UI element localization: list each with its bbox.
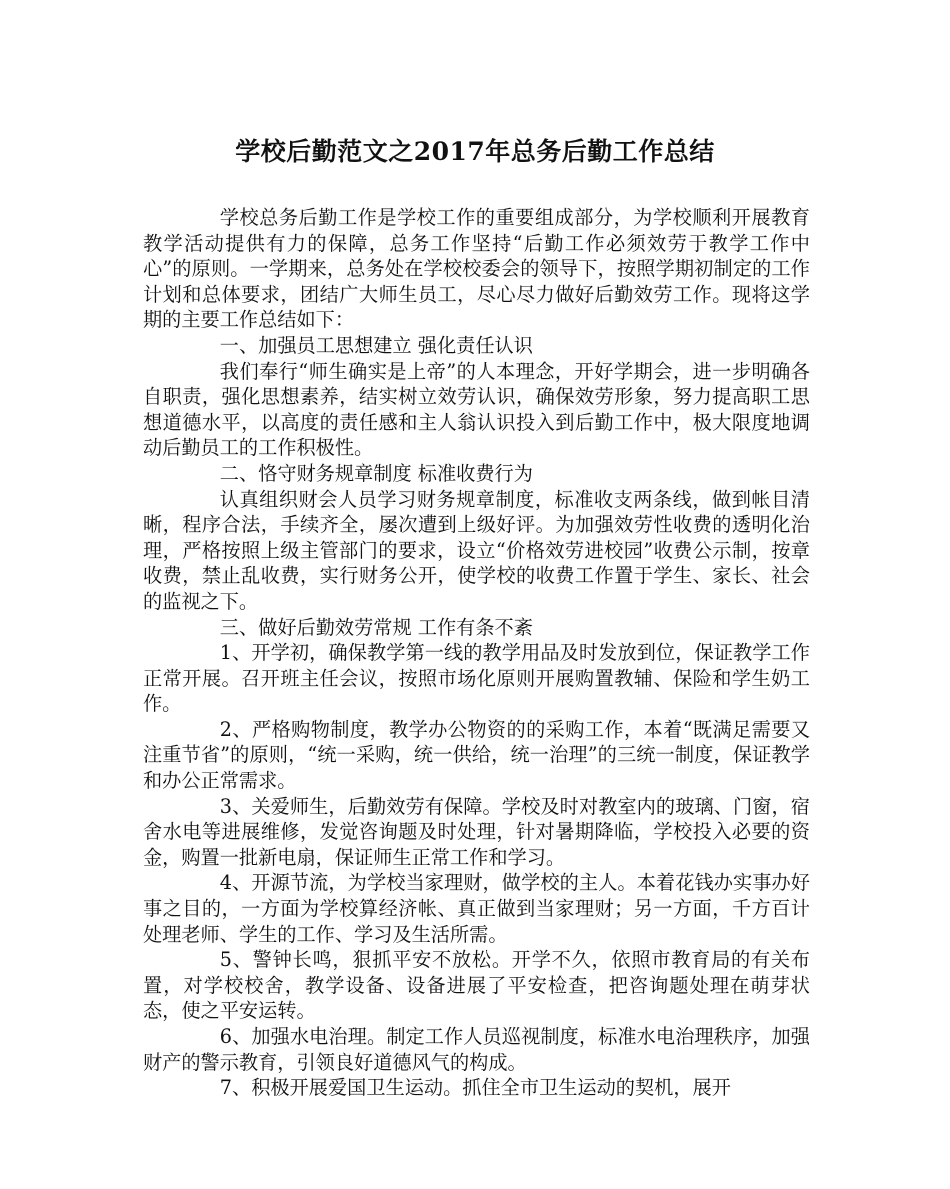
list-item-5: 5、警钟长鸣，狠抓平安不放松。开学不久，依照市教育局的有关布置，对学校校舍，教学设备、设备进展了平安检查，把咨询题处理在萌芽状态，使之平安运转。	[143, 948, 810, 1023]
paragraph-section-1: 我们奉行“师生确实是上帝”的人本理念，开好学期会，进一步明确各自职责，强化思想素养，结实树立效劳认识，确保效劳形象，努力提高职工思想道德水平，以高度的责任感和主人翁认识投入到后勤工作中，极大限度地调动后勤员工的工作积极性。	[143, 359, 810, 460]
list-item-2: 2、严格购物制度，教学办公物资的的采购工作，本着“既满足需要又注重节省”的原则，“统一采购，统一供给，统一治理”的三统一制度，保证教学和办公正常需求。	[143, 717, 810, 793]
list-item-1: 1、开学初，确保教学第一线的教学用品及时发放到位，保证教学工作正常开展。召开班主任会议，按照市场化原则开展购置教辅、保险和学生奶工作。	[143, 641, 810, 716]
list-item-6: 6、加强水电治理。制定工作人员巡视制度，标准水电治理秩序，加强财产的警示教育，引领良好道德风气的构成。	[143, 1025, 810, 1074]
document-body	[143, 205, 810, 1101]
document-title: 学校后勤范文之2017年总务后勤工作总结	[235, 137, 715, 166]
paragraph-section-2: 认真组织财会人员学习财务规章制度，标准收支两条线，做到帐目清晰，程序合法，手续齐全，屡次遭到上级好评。为加强效劳性收费的透明化治理，严格按照上级主管部门的要求，设立“价格效劳进校园”收费公示制，按章收费，禁止乱收费，实行财务公开，使学校的收费工作置于学生、家长、社会的监视之下。	[143, 487, 810, 613]
list-item-4: 4、开源节流，为学校当家理财，做学校的主人。本着花钱办实事办好事之目的，一方面为学校算经济帐、真正做到当家理财；另一方面，千方百计处理老师、学生的工作、学习及生活所需。	[143, 871, 810, 946]
list-item-3: 3、关爱师生，后勤效劳有保障。学校及时对教室内的玻璃、门窗，宿舍水电等进展维修，发觉咨询题及时处理，针对暑期降临，学校投入必要的资金，购置一批新电扇，保证师生正常工作和学习。	[143, 794, 810, 869]
list-item-7: 7、积极开展爱国卫生运动。抓住全市卫生运动的契机，展开	[219, 1076, 731, 1100]
paragraph-intro: 学校总务后勤工作是学校工作的重要组成部分，为学校顺利开展教育教学活动提供有力的保障，总务工作坚持“后勤工作必须效劳于教学工作中心”的原则。一学期来，总务处在学校校委会的领导下，按照学期初制定的工作计划和总体要求，团结广大师生员工，尽心尽力做好后勤效劳工作。现将这学期的主要工作总结如下：	[143, 206, 810, 332]
section-heading-3: 三、做好后勤效劳常规 工作有条不紊	[219, 615, 533, 639]
section-heading-1: 一、加强员工思想建立 强化责任认识	[219, 333, 533, 357]
section-heading-2: 二、恪守财务规章制度 标准收费行为	[219, 461, 533, 485]
